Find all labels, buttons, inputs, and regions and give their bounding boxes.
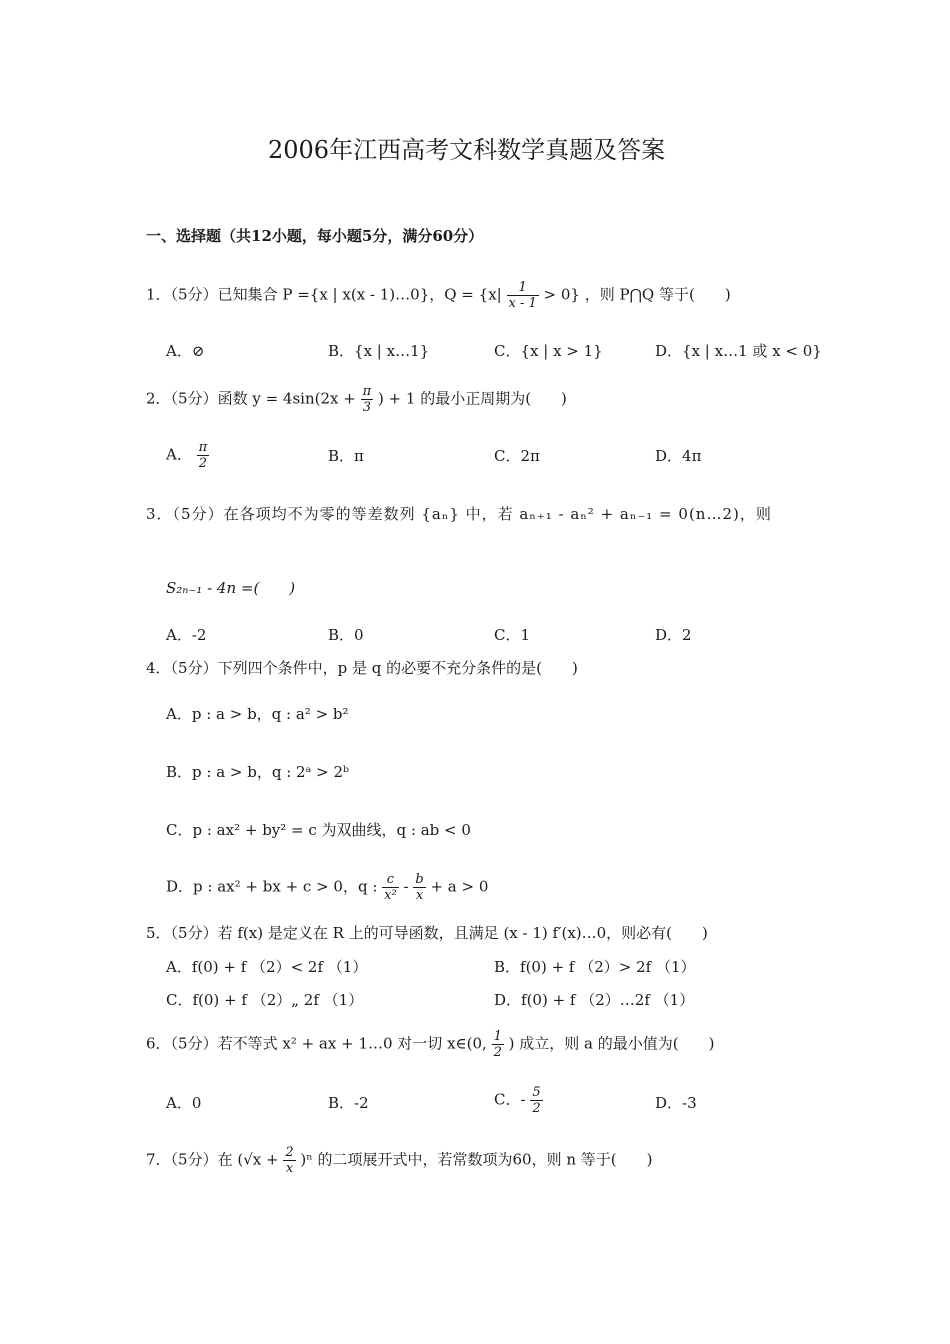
q1-set-close: > 0} [543, 285, 580, 304]
q2-fraction [361, 384, 374, 415]
q6-option-b: B．-2 [328, 1094, 369, 1112]
q1-frac-denominator: x - 1 [508, 296, 537, 311]
page-title: 2006年江西高考文科数学真题及答案 [268, 136, 666, 164]
q1-option-b: B．{x | x…1} [328, 342, 430, 360]
question-2 [146, 384, 567, 415]
q4-option-a: A．p : a > b，q : a² > b² [166, 705, 349, 723]
q6-tail: ) 成立，则 a 的最小值为( ) [508, 1034, 715, 1053]
q5-option-a: A．f(0) + f （2）< 2f （1） [166, 958, 368, 976]
q3-option-d: D．2 [655, 626, 692, 644]
q6-option-c-label: C．- [494, 1090, 526, 1109]
q4-d-prefix: D．p : ax² + bx + c > 0，q : [166, 877, 378, 896]
q3-stem: 3．（5分）在各项均不为零的等差数列 {aₙ} 中，若 aₙ₊₁ - aₙ² + aₙ₋₁ = 0(n…2)，则 [146, 505, 772, 523]
q4-option-d [166, 872, 488, 903]
q1-fraction [507, 280, 539, 311]
q1-tail: ，则 P⋂Q 等于( ) [584, 285, 731, 304]
q4-d-fraction-2 [413, 872, 425, 903]
q3-option-b: B．0 [328, 626, 364, 644]
q5-option-c: C．f(0) + f （2）„ 2f （1） [166, 991, 364, 1009]
q1-option-d: D．{x | x…1 或 x < 0} [655, 342, 822, 360]
q2-tail: ) + 1 的最小正周期为( ) [377, 389, 567, 408]
q6-c-denominator: 2 [532, 1101, 541, 1116]
q4-d-minus: - [403, 877, 414, 896]
q1-frac-numerator: 1 [507, 280, 539, 296]
q6-option-a: A．0 [166, 1094, 202, 1112]
q3-option-a: A．-2 [166, 626, 207, 644]
q1-set-open: {x| [478, 285, 502, 304]
q2-option-d: D．4π [655, 447, 702, 465]
q2-option-b: B．π [328, 447, 364, 465]
q3-option-c: C．1 [494, 626, 531, 644]
q7-frac-denominator: x [285, 1161, 294, 1176]
q7-stem: 7．（5分）在 (√x + [146, 1150, 279, 1169]
section-heading: 一、选择题（共12小题，每小题5分，满分60分） [146, 227, 484, 245]
q3-stem-continued: S₂ₙ₋₁ - 4n =( ) [166, 579, 296, 597]
q6-frac-denominator: 2 [493, 1045, 502, 1060]
q7-tail: )ⁿ 的二项展开式中，若常数项为60，则 n 等于( ) [300, 1150, 653, 1169]
q2-frac-numerator: π [362, 384, 372, 399]
q4-d-suffix: + a > 0 [430, 877, 489, 896]
question-7 [146, 1145, 653, 1176]
q4-option-c: C．p : ax² + by² = c 为双曲线，q : ab < 0 [166, 821, 471, 839]
question-6 [146, 1029, 714, 1060]
q4-d-fraction-1 [382, 872, 399, 903]
question-1 [146, 280, 731, 311]
q7-frac-numerator: 2 [285, 1145, 294, 1160]
q2-option-a-label: A． [166, 445, 192, 464]
q4-d-f2-numerator: b [415, 872, 424, 887]
q5-option-d: D．f(0) + f （2）…2f （1） [494, 991, 695, 1009]
q2-frac-denominator: 3 [362, 400, 372, 415]
q4-d-f1-numerator: c [382, 872, 399, 888]
q6-fraction [492, 1029, 504, 1060]
q6-option-d: D．-3 [655, 1094, 697, 1112]
q2-stem: 2．（5分）函数 y = 4sin(2x + [146, 389, 356, 408]
q2-option-a-fraction [197, 440, 210, 471]
q4-d-f1-denominator: x² [384, 888, 397, 903]
q1-stem: 1．（5分）已知集合 P ={x | x(x - 1)…0}，Q = [146, 285, 474, 304]
q1-option-c: C．{x | x > 1} [494, 342, 603, 360]
q1-option-a: A．⊘ [166, 342, 205, 360]
q4-d-f2-denominator: x [415, 888, 424, 903]
q2-option-a [166, 440, 209, 471]
q6-frac-numerator: 1 [493, 1029, 502, 1044]
q7-fraction [283, 1145, 295, 1176]
q6-c-numerator: 5 [532, 1085, 541, 1100]
q2-option-c: C．2π [494, 447, 540, 465]
q6-stem: 6．（5分）若不等式 x² + ax + 1…0 对一切 x∈(0, [146, 1034, 487, 1053]
q2-a-numerator: π [198, 440, 208, 455]
q6-option-c-fraction [530, 1085, 542, 1116]
q5-stem: 5．（5分）若 f(x) 是定义在 R 上的可导函数，且满足 (x - 1) f′(x)…0，则必有( ) [146, 924, 708, 942]
q4-stem: 4．（5分）下列四个条件中，p 是 q 的必要不充分条件的是( ) [146, 659, 578, 677]
q2-a-denominator: 2 [198, 456, 208, 471]
q5-option-b: B．f(0) + f （2）> 2f （1） [494, 958, 696, 976]
q4-option-b: B．p : a > b，q : 2ᵃ > 2ᵇ [166, 763, 350, 781]
q6-option-c [494, 1085, 543, 1116]
